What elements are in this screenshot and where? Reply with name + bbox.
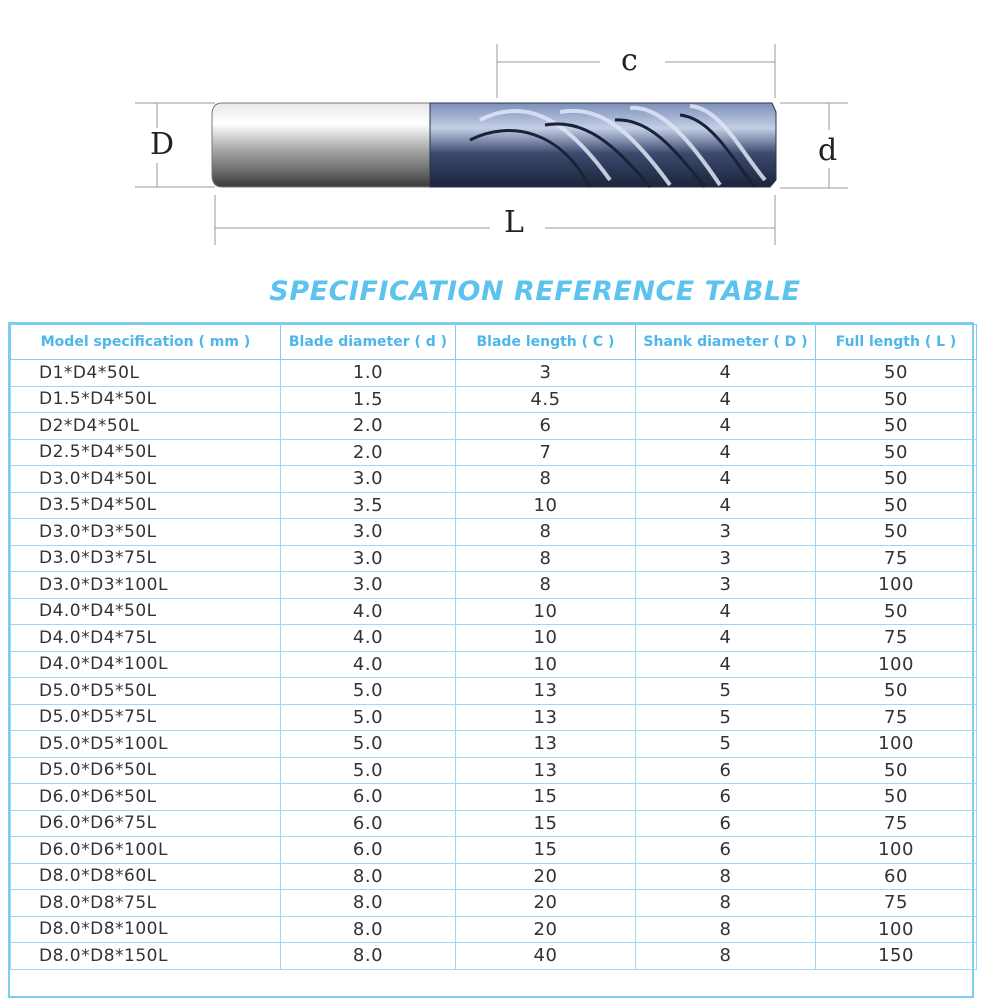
blade-diameter-cell: 8.0: [281, 943, 456, 970]
dim-label-blade-diameter: d: [818, 133, 838, 168]
shank-diameter-cell: 6: [636, 810, 816, 837]
blade-length-cell: 8: [456, 545, 636, 572]
blade-length-cell: 8: [456, 519, 636, 546]
blade-length-cell: 20: [456, 916, 636, 943]
blade-length-cell: 8: [456, 572, 636, 599]
model-cell: D4.0*D4*50L: [11, 598, 281, 625]
full-length-cell: 100: [816, 651, 977, 678]
table-row: [11, 360, 977, 387]
full-length-cell: 50: [816, 678, 977, 705]
model-cell: D5.0*D5*50L: [11, 678, 281, 705]
full-length-cell: 150: [816, 943, 977, 970]
full-length-cell: 75: [816, 704, 977, 731]
blade-length-cell: 40: [456, 943, 636, 970]
model-cell: D2*D4*50L: [11, 413, 281, 440]
blade-length-cell: 15: [456, 810, 636, 837]
blade-length-cell: 20: [456, 890, 636, 917]
table-row: [11, 943, 977, 970]
full-length-cell: 50: [816, 519, 977, 546]
dim-label-c: c: [621, 43, 638, 78]
blade-diameter-cell: 6.0: [281, 784, 456, 811]
spec-table-container: [8, 322, 974, 998]
header-full-length: Full length ( L ): [816, 325, 977, 360]
table-header-row: [11, 325, 977, 360]
blade-diameter-cell: 6.0: [281, 837, 456, 864]
shank-diameter-cell: 8: [636, 916, 816, 943]
table-row: [11, 784, 977, 811]
table-row: [11, 439, 977, 466]
blade-diameter-cell: 5.0: [281, 757, 456, 784]
full-length-cell: 100: [816, 572, 977, 599]
blade-length-cell: 15: [456, 784, 636, 811]
shank-diameter-cell: 3: [636, 519, 816, 546]
full-length-cell: 50: [816, 598, 977, 625]
model-cell: D3.0*D3*50L: [11, 519, 281, 546]
model-cell: D8.0*D8*60L: [11, 863, 281, 890]
shank-diameter-cell: 4: [636, 413, 816, 440]
blade-diameter-cell: 8.0: [281, 916, 456, 943]
blade-length-cell: 10: [456, 598, 636, 625]
blade-diameter-cell: 5.0: [281, 731, 456, 758]
blade-length-cell: 20: [456, 863, 636, 890]
blade-diameter-cell: 4.0: [281, 625, 456, 652]
full-length-cell: 50: [816, 413, 977, 440]
blade-diameter-cell: 2.0: [281, 413, 456, 440]
full-length-cell: 50: [816, 439, 977, 466]
model-cell: D4.0*D4*75L: [11, 625, 281, 652]
shank-diameter-cell: 5: [636, 678, 816, 705]
dim-label-full-length: L: [504, 205, 524, 240]
table-row: [11, 651, 977, 678]
shank-diameter-cell: 8: [636, 890, 816, 917]
full-length-cell: 75: [816, 890, 977, 917]
full-length-cell: 50: [816, 386, 977, 413]
header-blade-diameter: Blade diameter ( d ): [281, 325, 456, 360]
table-row: [11, 704, 977, 731]
model-cell: D4.0*D4*100L: [11, 651, 281, 678]
spec-table: [10, 324, 977, 970]
model-cell: D5.0*D5*100L: [11, 731, 281, 758]
blade-length-cell: 8: [456, 466, 636, 493]
model-cell: D3.5*D4*50L: [11, 492, 281, 519]
blade-length-cell: 10: [456, 625, 636, 652]
table-row: [11, 837, 977, 864]
blade-length-cell: 13: [456, 678, 636, 705]
shank-diameter-cell: 4: [636, 386, 816, 413]
header-shank-diameter: Shank diameter ( D ): [636, 325, 816, 360]
model-cell: D6.0*D6*50L: [11, 784, 281, 811]
blade-diameter-cell: 8.0: [281, 863, 456, 890]
table-row: [11, 890, 977, 917]
full-length-cell: 50: [816, 784, 977, 811]
full-length-cell: 75: [816, 810, 977, 837]
blade-length-cell: 13: [456, 704, 636, 731]
blade-length-cell: 10: [456, 492, 636, 519]
blade-diameter-cell: 4.0: [281, 651, 456, 678]
full-length-cell: 100: [816, 731, 977, 758]
shank-diameter-cell: 4: [636, 651, 816, 678]
model-cell: D8.0*D8*150L: [11, 943, 281, 970]
blade-diameter-cell: 5.0: [281, 678, 456, 705]
shank-diameter-cell: 8: [636, 863, 816, 890]
table-row: [11, 413, 977, 440]
header-blade-length: Blade length ( C ): [456, 325, 636, 360]
full-length-cell: 100: [816, 837, 977, 864]
full-length-cell: 50: [816, 360, 977, 387]
model-cell: D8.0*D8*100L: [11, 916, 281, 943]
shank-diameter-cell: 4: [636, 439, 816, 466]
blade-diameter-cell: 1.5: [281, 386, 456, 413]
model-cell: D3.0*D3*100L: [11, 572, 281, 599]
blade-diameter-cell: 3.0: [281, 545, 456, 572]
model-cell: D8.0*D8*75L: [11, 890, 281, 917]
full-length-cell: 50: [816, 492, 977, 519]
table-row: [11, 519, 977, 546]
model-cell: D3.0*D4*50L: [11, 466, 281, 493]
blade-length-cell: 4.5: [456, 386, 636, 413]
blade-diameter-cell: 4.0: [281, 598, 456, 625]
shank-diameter-cell: 4: [636, 466, 816, 493]
table-row: [11, 625, 977, 652]
table-bottom-border: [8, 996, 974, 998]
model-cell: D5.0*D5*75L: [11, 704, 281, 731]
model-cell: D2.5*D4*50L: [11, 439, 281, 466]
full-length-cell: 100: [816, 916, 977, 943]
table-row: [11, 545, 977, 572]
blade-diameter-cell: 5.0: [281, 704, 456, 731]
table-row: [11, 598, 977, 625]
shank-diameter-cell: 4: [636, 598, 816, 625]
model-cell: D6.0*D6*100L: [11, 837, 281, 864]
shank-diameter-cell: 4: [636, 360, 816, 387]
table-row: [11, 863, 977, 890]
full-length-cell: 50: [816, 757, 977, 784]
table-row: [11, 810, 977, 837]
header-model-spec: Model specification ( mm ): [11, 325, 281, 360]
table-row: [11, 466, 977, 493]
end-mill-diagram: [0, 0, 1000, 260]
shank-diameter-cell: 5: [636, 704, 816, 731]
model-cell: D1*D4*50L: [11, 360, 281, 387]
dim-label-shank-diameter: D: [150, 127, 175, 162]
blade-length-cell: 7: [456, 439, 636, 466]
table-row: [11, 731, 977, 758]
full-length-cell: 50: [816, 466, 977, 493]
shank-diameter-cell: 4: [636, 492, 816, 519]
table-row: [11, 757, 977, 784]
table-row: [11, 386, 977, 413]
table-body: [11, 360, 977, 970]
blade-diameter-cell: 2.0: [281, 439, 456, 466]
table-row: [11, 572, 977, 599]
blade-diameter-cell: 3.5: [281, 492, 456, 519]
blade-length-cell: 3: [456, 360, 636, 387]
blade-length-cell: 13: [456, 731, 636, 758]
model-cell: D5.0*D6*50L: [11, 757, 281, 784]
shank-diameter-cell: 8: [636, 943, 816, 970]
blade-length-cell: 10: [456, 651, 636, 678]
shank-diameter-cell: 6: [636, 757, 816, 784]
shank-diameter-cell: 6: [636, 837, 816, 864]
shank-shape: [212, 103, 430, 187]
full-length-cell: 75: [816, 625, 977, 652]
blade-length-cell: 15: [456, 837, 636, 864]
table-row: [11, 916, 977, 943]
blade-diameter-cell: 3.0: [281, 572, 456, 599]
shank-diameter-cell: 3: [636, 572, 816, 599]
blade-length-cell: 13: [456, 757, 636, 784]
shank-diameter-cell: 6: [636, 784, 816, 811]
table-title: SPECIFICATION REFERENCE TABLE: [269, 276, 801, 307]
blade-diameter-cell: 3.0: [281, 519, 456, 546]
shank-diameter-cell: 3: [636, 545, 816, 572]
blade-diameter-cell: 3.0: [281, 466, 456, 493]
blade-diameter-cell: 8.0: [281, 890, 456, 917]
blade-length-cell: 6: [456, 413, 636, 440]
table-row: [11, 678, 977, 705]
blade-diameter-cell: 1.0: [281, 360, 456, 387]
shank-diameter-cell: 5: [636, 731, 816, 758]
shank-diameter-cell: 4: [636, 625, 816, 652]
full-length-cell: 75: [816, 545, 977, 572]
model-cell: D6.0*D6*75L: [11, 810, 281, 837]
blade-diameter-cell: 6.0: [281, 810, 456, 837]
full-length-cell: 60: [816, 863, 977, 890]
model-cell: D3.0*D3*75L: [11, 545, 281, 572]
table-row: [11, 492, 977, 519]
model-cell: D1.5*D4*50L: [11, 386, 281, 413]
